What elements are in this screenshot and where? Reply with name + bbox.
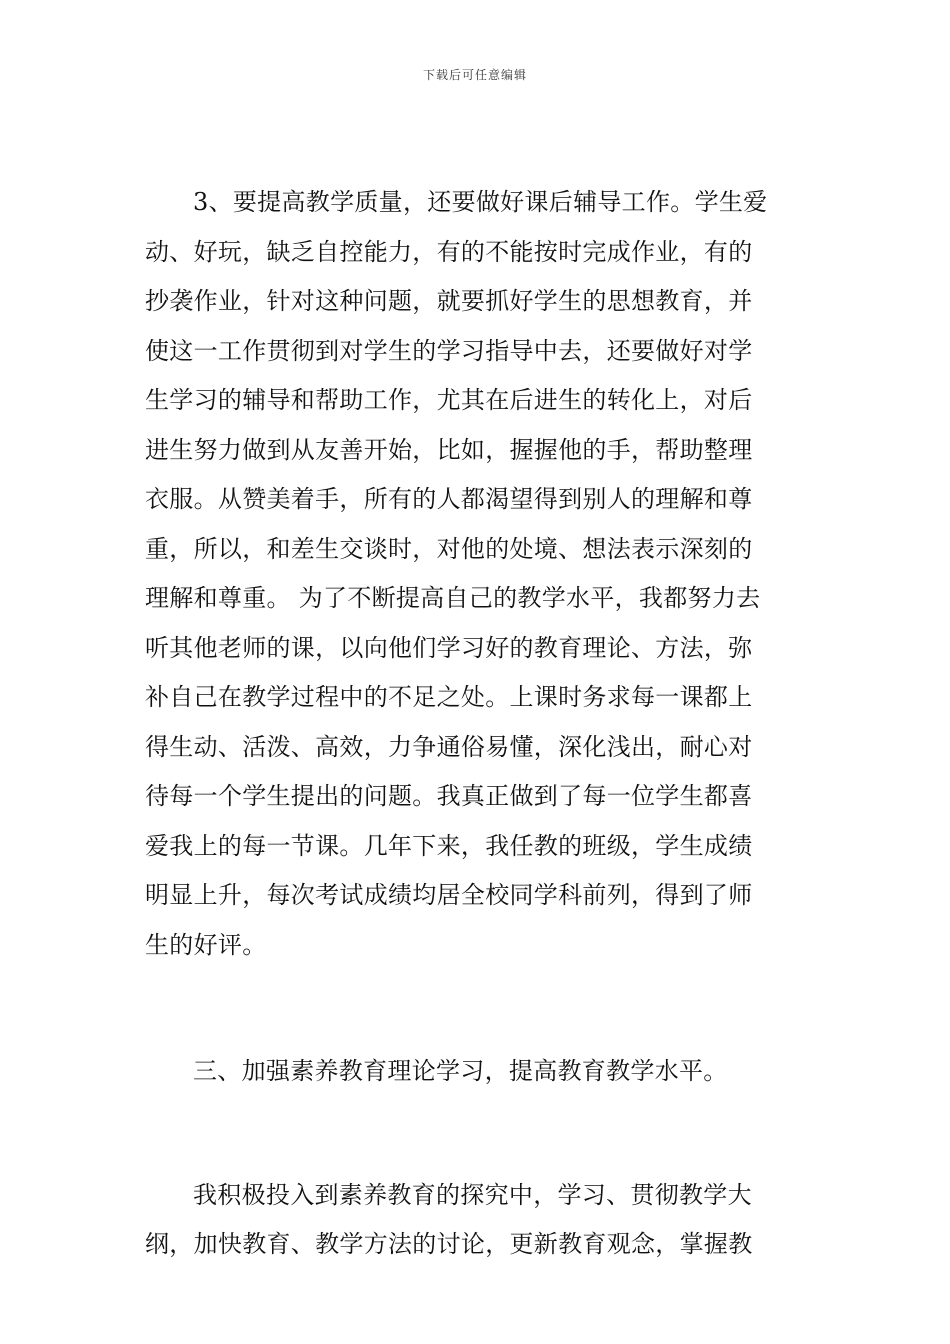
text-line: 听其他老师的课，以向他们学习好的教育理论、方法，弥 [145, 633, 753, 662]
section-heading: 三、加强素养教育理论学习，提高教育教学水平。 [193, 1057, 728, 1085]
text-line: 3、要提高教学质量，还要做好课后辅导工作。学生爱 [193, 188, 768, 216]
paragraph-tutoring [145, 178, 807, 970]
document-body [145, 178, 807, 1270]
text-line: 得生动、活泼、高效，力争通俗易懂，深化浅出，耐心对 [145, 732, 753, 761]
text-line: 衣服。从赞美着手，所有的人都渴望得到别人的理解和尊 [145, 485, 753, 513]
text-line: 生学习的辅导和帮助工作，尤其在后进生的转化上，对后 [145, 386, 753, 414]
text-line: 使这一工作贯彻到对学生的学习指导中去，还要做好对学 [145, 336, 753, 365]
text-line: 待每一个学生提出的问题。我真正做到了每一位学生都喜 [145, 782, 753, 810]
text-line: 生的好评。 [145, 930, 267, 959]
text-line: 补自己在教学过程中的不足之处。上课时务求每一课都上 [145, 683, 753, 711]
text-line: 爱我上的每一节课。几年下来，我任教的班级，学生成绩 [145, 831, 753, 860]
text-line: 理解和尊重。 为了不断提高自己的教学水平，我都努力去 [145, 584, 761, 612]
text-line: 明显上升，每次考试成绩均居全校同学科前列，得到了师 [145, 881, 753, 909]
text-line: 纲，加快教育、教学方法的讨论，更新教育观念，掌握教 [145, 1230, 753, 1258]
text-line: 动、好玩，缺乏自控能力，有的不能按时完成作业，有的 [145, 237, 753, 266]
text-line: 抄袭作业，针对这种问题，就要抓好学生的思想教育，并 [145, 287, 753, 315]
page-header: 下载后可任意编辑 [422, 68, 527, 82]
text-line: 进生努力做到从友善开始，比如，握握他的手，帮助整理 [145, 435, 753, 464]
text-line: 我积极投入到素养教育的探究中，学习、贯彻教学大 [193, 1180, 752, 1209]
text-line: 重，所以，和差生交谈时，对他的处境、想法表示深刻的 [145, 534, 753, 563]
paragraph-literacy [145, 1171, 807, 1270]
